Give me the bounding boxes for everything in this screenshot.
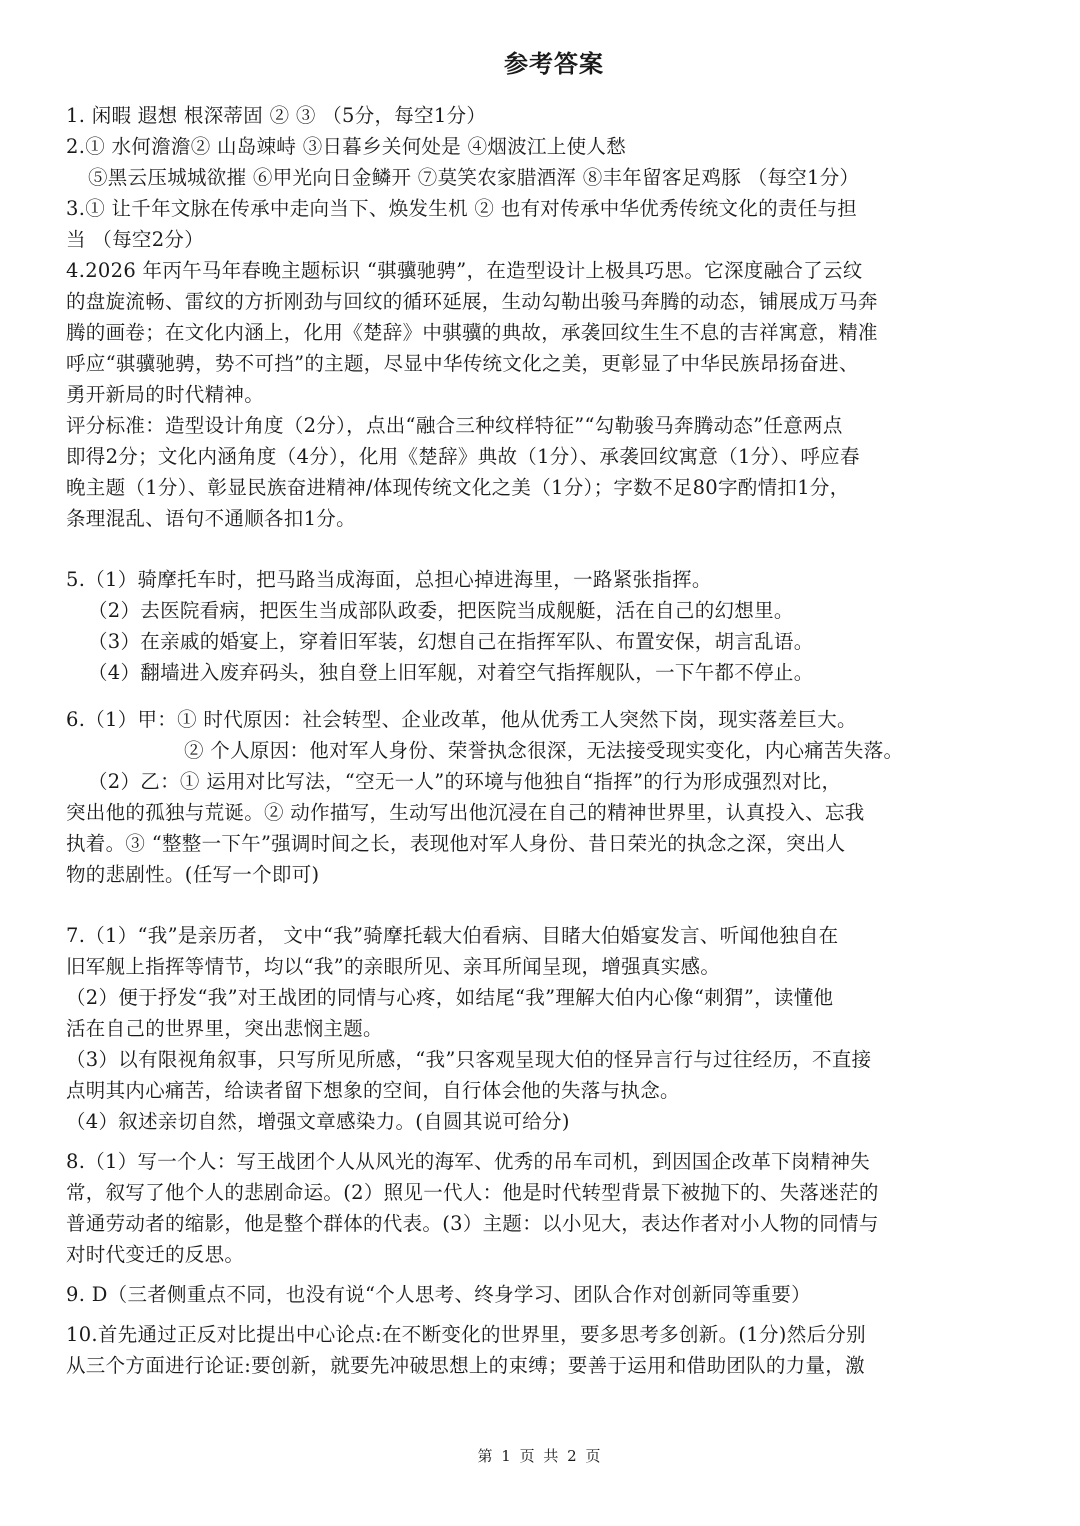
answer-4-line-1: 4.2026 年丙午马年春晚主题标识 “骐骥驰骋”，在造型设计上极具巧思。它深度融合了云纹 [66,259,863,282]
answer-5-line-3: （3）在亲戚的婚宴上，穿着旧军装，幻想自己在指挥军队、布置安保，胡言乱语。 [88,630,814,653]
section-gap [66,1310,1042,1319]
answer-10-line-1: 10.首先通过正反对比提出中心论点:在不断变化的世界里，要多思考多创新。(1分)然后分别 [66,1323,866,1346]
section-gap [66,890,1042,920]
answer-7-line-1: 7.（1）“我”是亲历者， 文中“我”骑摩托载大伯看病、目睹大伯婚宴发言、听闻他独自在 [66,924,839,947]
section-gap [66,1270,1042,1279]
section-gap [66,1137,1042,1146]
answer-1-line: 1. 闲暇 遐想 根深蒂固 ② ③ （5分，每空1分） [66,104,487,127]
answer-3-line-2: 当 （每空2分） [66,228,205,251]
answer-7-line-3: （2）便于抒发“我”对王战团的同情与心疼，如结尾“我”理解大伯内心像“刺猬”，读懂他 [66,986,834,1009]
answer-2-line-2: ⑤黑云压城城欲摧 ⑥甲光向日金鳞开 ⑦莫笑农家腊酒浑 ⑧丰年留客足鸡豚 （每空1分） [88,166,860,189]
answer-7-line-2: 旧军舰上指挥等情节，均以“我”的亲眼所见、亲耳所闻呈现，增强真实感。 [66,955,721,978]
answer-5-line-1: 5.（1）骑摩托车时，把马路当成海面，总担心掉进海里，一路紧张指挥。 [66,568,712,591]
answer-7-line-6: 点明其内心痛苦，给读者留下想象的空间，自行体会他的失落与执念。 [66,1079,680,1102]
scoring-line-4: 条理混乱、语句不通顺各扣1分。 [66,507,356,530]
answer-6-line-5: 执着。③ “整整一下午”强调时间之长，表现他对军人身份、昔日荣光的执念之深，突出人 [66,832,846,855]
answer-4-line-2: 的盘旋流畅、雷纹的方折刚劲与回纹的循环延展，生动勾勒出骏马奔腾的动态，铺展成万马奔 [66,290,878,313]
answer-7-line-4: 活在自己的世界里，突出悲悯主题。 [66,1017,383,1040]
answer-6-line-6: 物的悲剧性。(任写一个即可) [66,863,320,886]
answer-4-line-5: 勇开新局的时代精神。 [66,383,265,406]
scoring-line-3: 晚主题（1分）、彰显民族奋进精神/体现传统文化之美（1分）；字数不足80字酌情扣1分， [66,476,850,499]
answer-6-line-3: （2）乙：① 运用对比写法，“空无一人”的环境与他独自“指挥”的行为形成强烈对比， [88,770,842,793]
answer-3-line-1: 3.① 让千年文脉在传承中走向当下、焕发生机 ② 也有对传承中华优秀传统文化的责任与担 [66,197,858,220]
page-number-footer: 第 1 页 共 2 页 [477,1447,603,1465]
page-title: 参考答案 [504,49,604,78]
answer-7-line-5: （3）以有限视角叙事，只写所见所感，“我”只客观呈现大伯的怪异言行与过往经历，不直接 [66,1048,872,1071]
section-gap [66,534,1042,564]
answer-6-line-1: 6.（1）甲：① 时代原因：社会转型、企业改革，他从优秀工人突然下岗，现实落差巨大。 [66,708,857,731]
answer-4-line-4: 呼应“骐骥驰骋，势不可挡”的主题，尽显中华传统文化之美，更彰显了中华民族昂扬奋进、 [66,352,859,375]
scoring-line-1: 评分标准：造型设计角度（2分），点出“融合三种纹样特征”“勾勒骏马奔腾动态”任意两点 [66,414,843,437]
answer-5-line-2: （2）去医院看病，把医生当成部队政委，把医院当成舰艇，活在自己的幻想里。 [88,599,794,622]
answer-6-line-2: ② 个人原因：他对军人身份、荣誉执念很深，无法接受现实变化，内心痛苦失落。 [184,739,904,762]
answer-5-line-4: （4）翻墙进入废弃码头，独自登上旧军舰，对着空气指挥舰队，一下午都不停止。 [88,661,814,684]
answer-2-line-1: 2.① 水何澹澹② 山岛竦峙 ③日暮乡关何处是 ④烟波江上使人愁 [66,135,626,158]
answer-10-line-2: 从三个方面进行论证:要创新，就要先冲破思想上的束缚；要善于运用和借助团队的力量，激 [66,1354,865,1377]
answer-9-line: 9. D（三者侧重点不同，也没有说“个人思考、终身学习、团队合作对创新同等重要） [66,1283,811,1306]
scoring-line-2: 即得2分；文化内涵角度（4分），化用《楚辞》典故（1分）、承袭回纹寓意（1分）、呼应春 [66,445,860,468]
answer-8-line-4: 对时代变迁的反思。 [66,1243,245,1266]
answer-8-line-1: 8.（1）写一个人：写王战团个人从风光的海军、优秀的吊车司机，到因国企改革下岗精神失 [66,1150,871,1173]
answer-8-line-3: 普通劳动者的缩影，他是整个群体的代表。(3）主题：以小见大，表达作者对小人物的同情与 [66,1212,879,1235]
answer-6-line-4: 突出他的孤独与荒诞。② 动作描写，生动写出他沉浸在自己的精神世界里，认真投入、忘我 [66,801,865,824]
answer-7-line-7: （4）叙述亲切自然，增强文章感染力。(自圆其说可给分) [66,1110,570,1133]
answer-8-line-2: 常，叙写了他个人的悲剧命运。(2）照见一代人：他是时代转型背景下被抛下的、失落迷茫的 [66,1181,879,1204]
section-gap [66,688,1042,704]
answer-4-line-3: 腾的画卷；在文化内涵上，化用《楚辞》中骐骥的典故，承袭回纹生生不息的吉祥寓意，精准 [66,321,878,344]
